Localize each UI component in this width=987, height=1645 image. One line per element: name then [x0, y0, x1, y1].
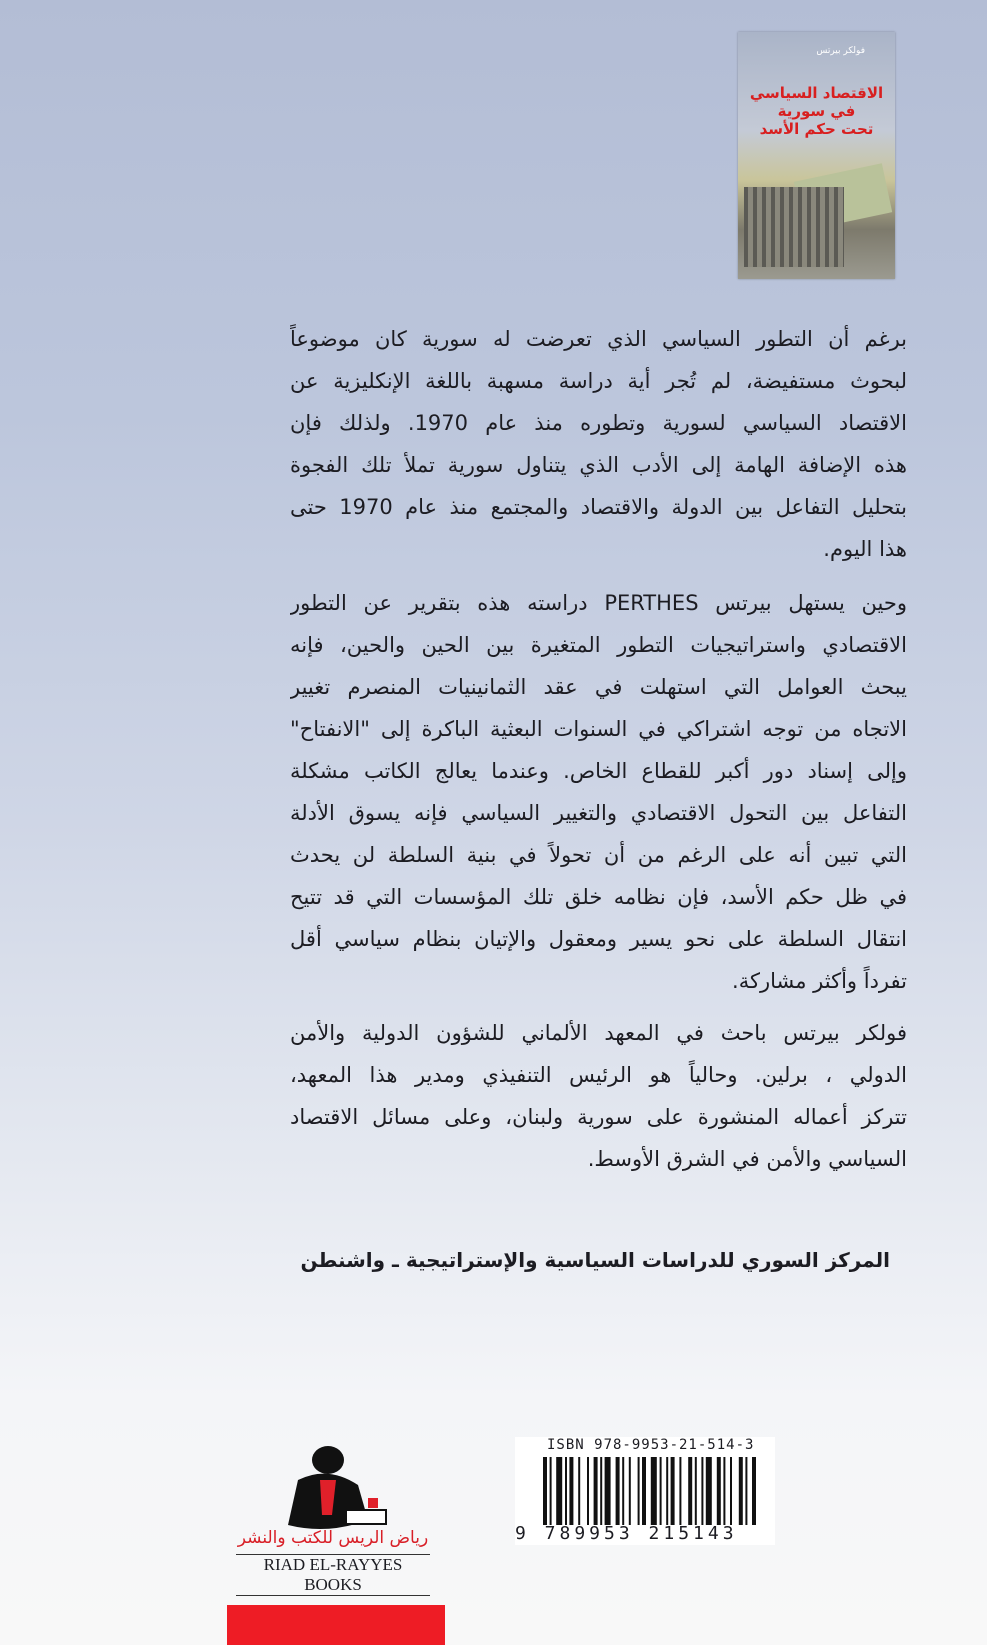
- publisher-logo: [228, 1440, 438, 1594]
- barcode-bar: [745, 1457, 747, 1525]
- barcode-digits: 9 789953 215143: [515, 1523, 738, 1544]
- author-bio-paragraph: [290, 1012, 907, 1180]
- barcode-bar: [701, 1457, 703, 1525]
- text-line: هذه الإضافة الهامة إلى الأدب الذي يتناول سورية تملأ تلك الفجوة: [290, 453, 907, 477]
- thumbnail-title-line: في سورية: [777, 102, 856, 120]
- barcode-bar: [569, 1457, 573, 1525]
- thumbnail-title: [738, 84, 895, 138]
- text-line: الاقتصاد السياسي لسورية وتطوره منذ عام 1970. ولذلك فإن: [290, 411, 907, 435]
- text-line: برغم أن التطور السياسي الذي تعرضت له سورية كان موضوعاً: [290, 327, 907, 351]
- text-line: بتحليل التفاعل بين الدولة والاقتصاد والمجتمع منذ عام 1970 حتى: [290, 495, 907, 519]
- front-cover-thumbnail: [738, 32, 895, 279]
- isbn-text: ISBN 978-9953-21-514-3: [547, 1437, 755, 1453]
- text-line: لبحوث مستفيضة، لم تُجر أية دراسة مسهبة باللغة الإنكليزية عن: [290, 369, 907, 393]
- text-line: التفاعل بين التحول الاقتصادي والتغيير السياسي فإنه يسوق الأدلة: [290, 801, 907, 825]
- barcode-bar: [550, 1457, 552, 1525]
- text-line: السياسي والأمن في الشرق الأوسط.: [587, 1147, 907, 1171]
- barcode-bar: [688, 1457, 692, 1525]
- publisher-center-credit: المركز السوري للدراسات السياسية والإستراتيجية ـ واشنطن: [300, 1248, 890, 1272]
- publisher-english-name: RIAD EL-RAYYES BOOKS: [236, 1554, 430, 1596]
- isbn-barcode: [515, 1437, 775, 1545]
- thumbnail-building-image: [744, 187, 844, 267]
- barcode-bar: [651, 1457, 657, 1525]
- barcode-bars: [543, 1457, 768, 1525]
- barcode-bar: [679, 1457, 681, 1525]
- barcode-bar: [730, 1457, 732, 1525]
- text-line: وإلى إسناد دور أكبر للقطاع الخاص. وعندما يعالج الكاتب مشكلة: [290, 759, 907, 783]
- text-line: الاتجاه من توجه اشتراكي في السنوات البعثية الباكرة إلى "الانفتاح": [290, 717, 907, 741]
- blurb-paragraph-2: [290, 582, 907, 1002]
- barcode-bar: [638, 1457, 640, 1525]
- text-line: وحين يستهل بيرتس PERTHES دراسته هذه بتقرير عن التطور: [290, 591, 907, 615]
- thumbnail-title-line: تحت حكم الأسد: [759, 120, 874, 138]
- thumbnail-author: فولكر بيرتس: [816, 46, 865, 56]
- text-line: فولكر بيرتس باحث في المعهد الألماني للشؤون الدولية والأمن: [290, 1021, 907, 1045]
- barcode-bar: [660, 1457, 662, 1525]
- blurb-paragraph-1: [290, 318, 907, 570]
- barcode-bar: [695, 1457, 697, 1525]
- barcode-bar: [629, 1457, 631, 1525]
- publisher-red-band: [227, 1605, 445, 1645]
- barcode-bar: [666, 1457, 668, 1525]
- barcode-bar: [605, 1457, 611, 1525]
- publisher-arabic-name: رياض الريس للكتب والنشر: [237, 1528, 429, 1548]
- text-line: تتركز أعماله المنشورة على سورية ولبنان، وعلى مسائل الاقتصاد: [290, 1105, 907, 1129]
- barcode-bar: [578, 1457, 580, 1525]
- text-line: الاقتصادي واستراتيجيات التطور المتغيرة بين الحين والحين، فإنه: [290, 633, 907, 657]
- thumbnail-title-line: الاقتصاد السياسي: [749, 84, 884, 102]
- barcode-bar: [622, 1457, 624, 1525]
- barcode-bar: [587, 1457, 589, 1525]
- barcode-bar: [739, 1457, 743, 1525]
- text-line: هذا اليوم.: [823, 537, 907, 561]
- text-line: انتقال السلطة على نحو يسير ومعقول والإتيان بنظام سياسي أقل: [290, 927, 907, 951]
- barcode-bar: [642, 1457, 646, 1525]
- text-line: التي تبين أنه على الرغم من أن تحولاً في بنية السلطة لن يحدث: [290, 843, 907, 867]
- barcode-bar: [671, 1457, 675, 1525]
- barcode-bar: [594, 1457, 598, 1525]
- text-line: الدولي ، برلين. وحالياً هو الرئيس التنفيذي ومدير هذا المعهد،: [290, 1063, 907, 1087]
- barcode-bar: [706, 1457, 712, 1525]
- barcode-bar: [717, 1457, 721, 1525]
- text-line: في ظل حكم الأسد، فإن نظامه خلق تلك المؤسسات التي قد تتيح: [290, 885, 907, 909]
- barcode-bar: [723, 1457, 725, 1525]
- barcode-bar: [556, 1457, 562, 1525]
- barcode-bar: [565, 1457, 567, 1525]
- text-line: يبحث العوامل التي استهلت في عقد الثمانينيات المنصرم تغيير: [290, 675, 907, 699]
- barcode-bar: [752, 1457, 756, 1525]
- scholar-figure-icon: [228, 1440, 438, 1530]
- text-line: تفرداً وأكثر مشاركة.: [732, 969, 907, 993]
- barcode-bar: [600, 1457, 602, 1525]
- barcode-bar: [616, 1457, 620, 1525]
- barcode-bar: [543, 1457, 547, 1525]
